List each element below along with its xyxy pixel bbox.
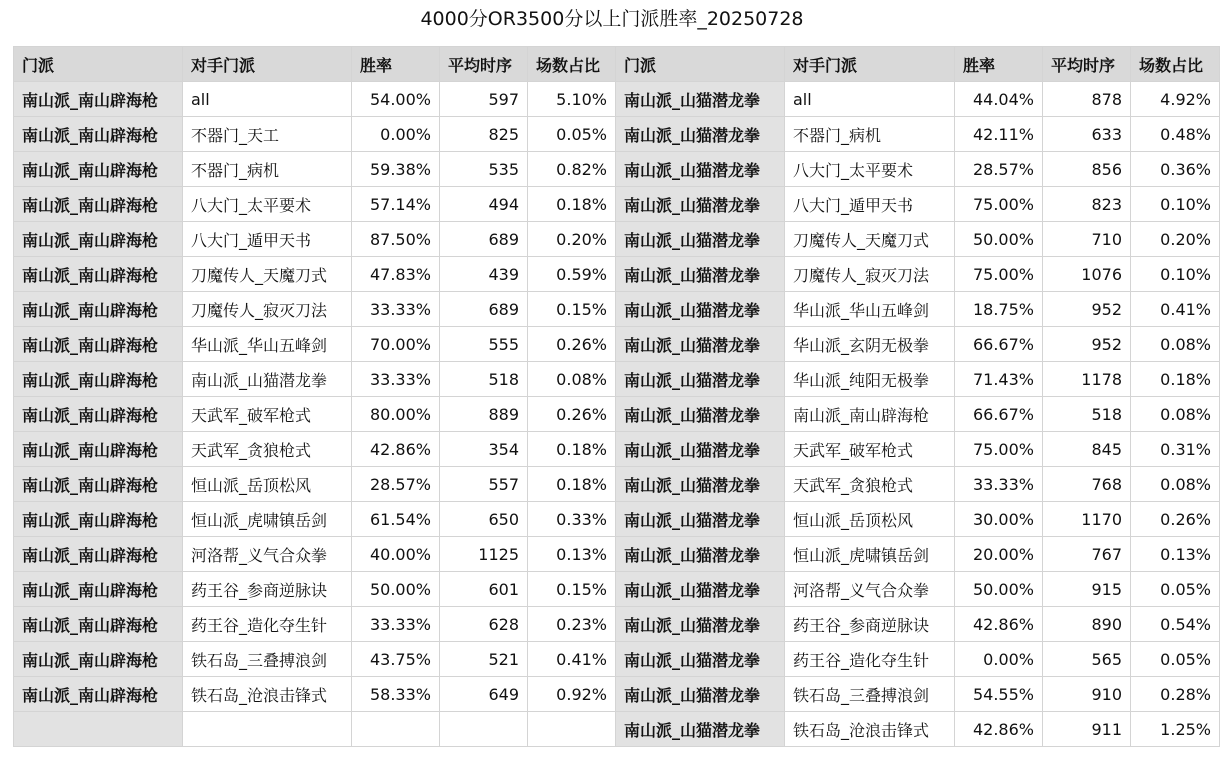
cell-avgtime-left[interactable]: 601	[440, 572, 528, 607]
cell-share-left[interactable]: 0.18%	[528, 187, 616, 222]
table-row	[14, 537, 1220, 572]
header-avgtime-right[interactable]: 平均时序	[1043, 47, 1131, 82]
cell-winrate-right[interactable]: 28.57%	[955, 152, 1043, 187]
cell-winrate-left[interactable]: 0.00%	[352, 117, 440, 152]
cell-winrate-right[interactable]: 66.67%	[955, 327, 1043, 362]
cell-winrate-left[interactable]	[352, 712, 440, 747]
cell-opponent-right[interactable]: 华山派_玄阴无极拳	[785, 327, 955, 362]
cell-winrate-right[interactable]: 42.86%	[955, 712, 1043, 747]
page-title: 4000分OR3500分以上门派胜率_20250728	[420, 8, 804, 30]
cell-avgtime-left[interactable]: 689	[440, 222, 528, 257]
cell-share-left[interactable]: 0.15%	[528, 292, 616, 327]
cell-winrate-left[interactable]: 58.33%	[352, 677, 440, 712]
cell-school-right[interactable]: 南山派_山猫潜龙拳	[616, 117, 785, 152]
cell-avgtime-left[interactable]: 439	[440, 257, 528, 292]
cell-school-right[interactable]: 南山派_山猫潜龙拳	[616, 607, 785, 642]
cell-share-left[interactable]: 0.82%	[528, 152, 616, 187]
cell-avgtime-right[interactable]: 710	[1043, 222, 1131, 257]
cell-school-right[interactable]: 南山派_山猫潜龙拳	[616, 467, 785, 502]
cell-winrate-right[interactable]: 50.00%	[955, 572, 1043, 607]
cell-avgtime-left[interactable]: 535	[440, 152, 528, 187]
cell-avgtime-right[interactable]: 1170	[1043, 502, 1131, 537]
cell-school-right[interactable]: 南山派_山猫潜龙拳	[616, 152, 785, 187]
cell-share-left[interactable]: 0.13%	[528, 537, 616, 572]
cell-winrate-left[interactable]: 33.33%	[352, 607, 440, 642]
cell-opponent-right[interactable]: all	[785, 82, 955, 117]
cell-winrate-right[interactable]: 30.00%	[955, 502, 1043, 537]
cell-winrate-left[interactable]: 43.75%	[352, 642, 440, 677]
cell-winrate-right[interactable]: 42.86%	[955, 607, 1043, 642]
cell-avgtime-right[interactable]: 952	[1043, 327, 1131, 362]
cell-avgtime-right[interactable]: 890	[1043, 607, 1131, 642]
table-row	[14, 82, 1220, 117]
cell-school-right[interactable]: 南山派_山猫潜龙拳	[616, 537, 785, 572]
cell-winrate-left[interactable]: 70.00%	[352, 327, 440, 362]
cell-share-left[interactable]: 0.26%	[528, 327, 616, 362]
cell-school-right[interactable]: 南山派_山猫潜龙拳	[616, 397, 785, 432]
table-row	[14, 607, 1220, 642]
table-row	[14, 642, 1220, 677]
cell-share-right[interactable]: 0.10%	[1131, 257, 1220, 292]
cell-opponent-right[interactable]: 华山派_纯阳无极拳	[785, 362, 955, 397]
cell-avgtime-right[interactable]: 565	[1043, 642, 1131, 677]
cell-share-left[interactable]: 0.18%	[528, 432, 616, 467]
table-row	[14, 152, 1220, 187]
cell-share-left[interactable]: 0.92%	[528, 677, 616, 712]
cell-avgtime-left[interactable]: 628	[440, 607, 528, 642]
cell-school-left[interactable]: 南山派_南山辟海枪	[14, 467, 183, 502]
cell-share-left[interactable]: 0.41%	[528, 642, 616, 677]
table-row	[14, 327, 1220, 362]
cell-share-right[interactable]: 0.31%	[1131, 432, 1220, 467]
table-body	[14, 82, 1220, 747]
cell-share-right[interactable]: 0.13%	[1131, 537, 1220, 572]
cell-school-left[interactable]: 南山派_南山辟海枪	[14, 607, 183, 642]
cell-school-left[interactable]: 南山派_南山辟海枪	[14, 82, 183, 117]
header-opponent-left[interactable]: 对手门派	[183, 47, 352, 82]
cell-avgtime-right[interactable]: 767	[1043, 537, 1131, 572]
cell-winrate-right[interactable]: 75.00%	[955, 257, 1043, 292]
cell-share-left[interactable]	[528, 712, 616, 747]
cell-school-left[interactable]	[14, 712, 183, 747]
cell-share-right[interactable]: 0.05%	[1131, 642, 1220, 677]
cell-opponent-left[interactable]: 药王谷_参商逆脉诀	[183, 572, 352, 607]
cell-share-right[interactable]: 0.08%	[1131, 467, 1220, 502]
cell-avgtime-right[interactable]: 878	[1043, 82, 1131, 117]
cell-school-right[interactable]: 南山派_山猫潜龙拳	[616, 572, 785, 607]
table-row	[14, 467, 1220, 502]
cell-winrate-right[interactable]: 20.00%	[955, 537, 1043, 572]
cell-share-right[interactable]: 0.08%	[1131, 397, 1220, 432]
table-row	[14, 397, 1220, 432]
cell-opponent-left[interactable]: 铁石岛_沧浪击锋式	[183, 677, 352, 712]
cell-share-right[interactable]: 0.26%	[1131, 502, 1220, 537]
cell-opponent-right[interactable]: 刀魔传人_天魔刀式	[785, 222, 955, 257]
cell-opponent-left[interactable]: 八大门_遁甲天书	[183, 222, 352, 257]
cell-avgtime-left[interactable]: 521	[440, 642, 528, 677]
cell-share-right[interactable]: 0.28%	[1131, 677, 1220, 712]
cell-school-right[interactable]: 南山派_山猫潜龙拳	[616, 502, 785, 537]
cell-winrate-right[interactable]: 50.00%	[955, 222, 1043, 257]
cell-winrate-right[interactable]: 54.55%	[955, 677, 1043, 712]
cell-school-right[interactable]: 南山派_山猫潜龙拳	[616, 362, 785, 397]
cell-share-left[interactable]: 0.33%	[528, 502, 616, 537]
table-row	[14, 257, 1220, 292]
cell-avgtime-right[interactable]: 768	[1043, 467, 1131, 502]
cell-avgtime-right[interactable]: 910	[1043, 677, 1131, 712]
cell-winrate-left[interactable]: 80.00%	[352, 397, 440, 432]
cell-share-right[interactable]: 0.10%	[1131, 187, 1220, 222]
cell-winrate-left[interactable]: 54.00%	[352, 82, 440, 117]
cell-school-left[interactable]: 南山派_南山辟海枪	[14, 257, 183, 292]
cell-school-right[interactable]: 南山派_山猫潜龙拳	[616, 642, 785, 677]
cell-school-left[interactable]: 南山派_南山辟海枪	[14, 117, 183, 152]
cell-avgtime-left[interactable]: 354	[440, 432, 528, 467]
table-row	[14, 712, 1220, 747]
cell-winrate-left[interactable]: 28.57%	[352, 467, 440, 502]
cell-avgtime-left[interactable]: 650	[440, 502, 528, 537]
cell-school-right[interactable]: 南山派_山猫潜龙拳	[616, 677, 785, 712]
cell-school-right[interactable]: 南山派_山猫潜龙拳	[616, 327, 785, 362]
cell-avgtime-right[interactable]: 856	[1043, 152, 1131, 187]
cell-share-left[interactable]: 0.26%	[528, 397, 616, 432]
header-opponent-right[interactable]: 对手门派	[785, 47, 955, 82]
table-row	[14, 187, 1220, 222]
cell-school-left[interactable]: 南山派_南山辟海枪	[14, 642, 183, 677]
cell-avgtime-left[interactable]: 494	[440, 187, 528, 222]
cell-winrate-right[interactable]: 66.67%	[955, 397, 1043, 432]
cell-avgtime-left[interactable]: 557	[440, 467, 528, 502]
cell-winrate-right[interactable]: 18.75%	[955, 292, 1043, 327]
cell-opponent-left[interactable]: 河洛帮_义气合众拳	[183, 537, 352, 572]
cell-share-right[interactable]: 0.36%	[1131, 152, 1220, 187]
cell-opponent-right[interactable]: 天武军_破军枪式	[785, 432, 955, 467]
cell-avgtime-right[interactable]: 633	[1043, 117, 1131, 152]
cell-winrate-left[interactable]: 33.33%	[352, 362, 440, 397]
cell-avgtime-right[interactable]: 823	[1043, 187, 1131, 222]
table-row	[14, 677, 1220, 712]
cell-opponent-left[interactable]: 刀魔传人_天魔刀式	[183, 257, 352, 292]
cell-opponent-right[interactable]: 恒山派_虎啸镇岳剑	[785, 537, 955, 572]
cell-opponent-right[interactable]: 药王谷_造化夺生针	[785, 642, 955, 677]
cell-share-left[interactable]: 0.59%	[528, 257, 616, 292]
cell-school-right[interactable]: 南山派_山猫潜龙拳	[616, 187, 785, 222]
cell-winrate-right[interactable]: 33.33%	[955, 467, 1043, 502]
cell-winrate-left[interactable]: 33.33%	[352, 292, 440, 327]
cell-avgtime-left[interactable]: 689	[440, 292, 528, 327]
cell-opponent-left[interactable]: 不器门_病机	[183, 152, 352, 187]
cell-avgtime-left[interactable]: 597	[440, 82, 528, 117]
cell-winrate-left[interactable]: 61.54%	[352, 502, 440, 537]
cell-share-left[interactable]: 0.18%	[528, 467, 616, 502]
table-row	[14, 362, 1220, 397]
cell-school-left[interactable]: 南山派_南山辟海枪	[14, 677, 183, 712]
cell-share-right[interactable]: 0.20%	[1131, 222, 1220, 257]
header-avgtime-left[interactable]: 平均时序	[440, 47, 528, 82]
cell-avgtime-left[interactable]: 555	[440, 327, 528, 362]
cell-school-left[interactable]: 南山派_南山辟海枪	[14, 502, 183, 537]
cell-school-left[interactable]: 南山派_南山辟海枪	[14, 397, 183, 432]
header-winrate-left[interactable]: 胜率	[352, 47, 440, 82]
cell-opponent-right[interactable]: 铁石岛_三叠搏浪剑	[785, 677, 955, 712]
cell-opponent-left[interactable]: 华山派_华山五峰剑	[183, 327, 352, 362]
cell-opponent-left[interactable]: 天武军_贪狼枪式	[183, 432, 352, 467]
cell-school-right[interactable]: 南山派_山猫潜龙拳	[616, 432, 785, 467]
cell-winrate-right[interactable]: 44.04%	[955, 82, 1043, 117]
header-share-right[interactable]: 场数占比	[1131, 47, 1220, 82]
cell-school-left[interactable]: 南山派_南山辟海枪	[14, 292, 183, 327]
cell-avgtime-right[interactable]: 911	[1043, 712, 1131, 747]
cell-avgtime-right[interactable]: 518	[1043, 397, 1131, 432]
cell-school-left[interactable]: 南山派_南山辟海枪	[14, 432, 183, 467]
cell-share-right[interactable]: 4.92%	[1131, 82, 1220, 117]
cell-avgtime-right[interactable]: 1076	[1043, 257, 1131, 292]
cell-share-right[interactable]: 0.18%	[1131, 362, 1220, 397]
header-share-left[interactable]: 场数占比	[528, 47, 616, 82]
cell-school-left[interactable]: 南山派_南山辟海枪	[14, 572, 183, 607]
cell-school-left[interactable]: 南山派_南山辟海枪	[14, 362, 183, 397]
cell-opponent-left[interactable]	[183, 712, 352, 747]
cell-share-right[interactable]: 0.08%	[1131, 327, 1220, 362]
cell-opponent-right[interactable]: 八大门_遁甲天书	[785, 187, 955, 222]
table-row	[14, 432, 1220, 467]
cell-school-right[interactable]: 南山派_山猫潜龙拳	[616, 257, 785, 292]
header-winrate-right[interactable]: 胜率	[955, 47, 1043, 82]
cell-share-right[interactable]: 0.05%	[1131, 572, 1220, 607]
cell-share-left[interactable]: 0.15%	[528, 572, 616, 607]
cell-opponent-left[interactable]: 刀魔传人_寂灭刀法	[183, 292, 352, 327]
table-row	[14, 222, 1220, 257]
cell-opponent-right[interactable]: 南山派_南山辟海枪	[785, 397, 955, 432]
cell-share-left[interactable]: 0.08%	[528, 362, 616, 397]
cell-opponent-left[interactable]: 八大门_太平要术	[183, 187, 352, 222]
cell-school-left[interactable]: 南山派_南山辟海枪	[14, 327, 183, 362]
cell-opponent-right[interactable]: 天武军_贪狼枪式	[785, 467, 955, 502]
cell-opponent-left[interactable]: 恒山派_虎啸镇岳剑	[183, 502, 352, 537]
cell-opponent-right[interactable]: 河洛帮_义气合众拳	[785, 572, 955, 607]
cell-opponent-right[interactable]: 不器门_病机	[785, 117, 955, 152]
cell-winrate-right[interactable]: 0.00%	[955, 642, 1043, 677]
cell-winrate-right[interactable]: 75.00%	[955, 187, 1043, 222]
cell-share-right[interactable]: 0.48%	[1131, 117, 1220, 152]
header-school-left[interactable]: 门派	[14, 47, 183, 82]
table-row	[14, 572, 1220, 607]
cell-winrate-left[interactable]: 87.50%	[352, 222, 440, 257]
cell-avgtime-left[interactable]: 518	[440, 362, 528, 397]
cell-avgtime-right[interactable]: 915	[1043, 572, 1131, 607]
cell-opponent-right[interactable]: 药王谷_参商逆脉诀	[785, 607, 955, 642]
cell-winrate-left[interactable]: 59.38%	[352, 152, 440, 187]
cell-opponent-left[interactable]: 天武军_破军枪式	[183, 397, 352, 432]
header-row	[14, 47, 1220, 82]
cell-school-right[interactable]: 南山派_山猫潜龙拳	[616, 222, 785, 257]
cell-share-right[interactable]: 0.41%	[1131, 292, 1220, 327]
cell-opponent-right[interactable]: 恒山派_岳顶松风	[785, 502, 955, 537]
cell-avgtime-right[interactable]: 845	[1043, 432, 1131, 467]
table-row	[14, 292, 1220, 327]
cell-opponent-left[interactable]: all	[183, 82, 352, 117]
cell-winrate-right[interactable]: 75.00%	[955, 432, 1043, 467]
cell-opponent-right[interactable]: 八大门_太平要术	[785, 152, 955, 187]
cell-winrate-right[interactable]: 42.11%	[955, 117, 1043, 152]
cell-opponent-right[interactable]: 刀魔传人_寂灭刀法	[785, 257, 955, 292]
cell-avgtime-right[interactable]: 952	[1043, 292, 1131, 327]
cell-school-left[interactable]: 南山派_南山辟海枪	[14, 222, 183, 257]
cell-opponent-right[interactable]: 华山派_华山五峰剑	[785, 292, 955, 327]
cell-school-left[interactable]: 南山派_南山辟海枪	[14, 187, 183, 222]
cell-avgtime-left[interactable]: 649	[440, 677, 528, 712]
cell-winrate-left[interactable]: 42.86%	[352, 432, 440, 467]
cell-opponent-right[interactable]: 铁石岛_沧浪击锋式	[785, 712, 955, 747]
cell-avgtime-left[interactable]: 889	[440, 397, 528, 432]
cell-school-right[interactable]: 南山派_山猫潜龙拳	[616, 82, 785, 117]
cell-winrate-right[interactable]: 71.43%	[955, 362, 1043, 397]
table-row	[14, 117, 1220, 152]
cell-winrate-left[interactable]: 50.00%	[352, 572, 440, 607]
cell-share-right[interactable]: 1.25%	[1131, 712, 1220, 747]
cell-avgtime-right[interactable]: 1178	[1043, 362, 1131, 397]
cell-share-left[interactable]: 0.05%	[528, 117, 616, 152]
table-row	[14, 502, 1220, 537]
cell-avgtime-left[interactable]: 825	[440, 117, 528, 152]
cell-opponent-left[interactable]: 铁石岛_三叠搏浪剑	[183, 642, 352, 677]
cell-winrate-left[interactable]: 40.00%	[352, 537, 440, 572]
cell-opponent-left[interactable]: 不器门_天工	[183, 117, 352, 152]
winrate-table	[13, 46, 1220, 747]
cell-avgtime-left[interactable]: 1125	[440, 537, 528, 572]
cell-winrate-left[interactable]: 57.14%	[352, 187, 440, 222]
cell-share-left[interactable]: 5.10%	[528, 82, 616, 117]
cell-winrate-left[interactable]: 47.83%	[352, 257, 440, 292]
cell-school-right[interactable]: 南山派_山猫潜龙拳	[616, 712, 785, 747]
cell-opponent-left[interactable]: 南山派_山猫潜龙拳	[183, 362, 352, 397]
cell-opponent-left[interactable]: 恒山派_岳顶松风	[183, 467, 352, 502]
cell-share-left[interactable]: 0.20%	[528, 222, 616, 257]
cell-opponent-left[interactable]: 药王谷_造化夺生针	[183, 607, 352, 642]
header-school-right[interactable]: 门派	[616, 47, 785, 82]
cell-school-right[interactable]: 南山派_山猫潜龙拳	[616, 292, 785, 327]
cell-share-right[interactable]: 0.54%	[1131, 607, 1220, 642]
cell-avgtime-left[interactable]	[440, 712, 528, 747]
cell-school-left[interactable]: 南山派_南山辟海枪	[14, 152, 183, 187]
cell-school-left[interactable]: 南山派_南山辟海枪	[14, 537, 183, 572]
cell-share-left[interactable]: 0.23%	[528, 607, 616, 642]
